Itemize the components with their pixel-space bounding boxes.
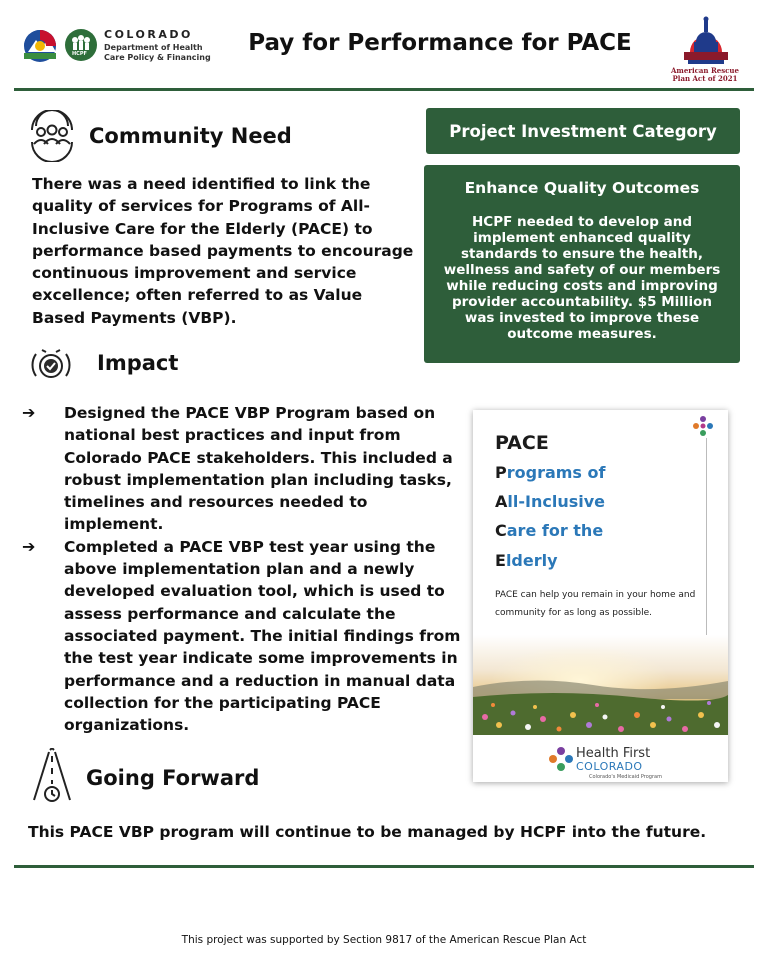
pace-brochure-image: [473, 410, 728, 782]
brochure-line: Elderly: [495, 551, 558, 570]
footer-note: This project was supported by Section 9817 of the American Rescue Plan Act: [181, 934, 587, 946]
brochure-brand-line-2: COLORADO: [576, 760, 643, 773]
brochure-brand-line-1: Health First: [576, 746, 651, 761]
target-check-icon: [28, 342, 74, 388]
org-department: Department of Health Care Policy & Financing: [104, 43, 211, 62]
brochure-line: All-Inclusive: [495, 492, 605, 511]
bullet-arrow-icon: ➔: [22, 403, 36, 422]
investment-category-banner: [426, 108, 740, 154]
brochure-title: PACE: [495, 432, 549, 454]
outcome-title: Enhance Quality Outcomes: [464, 179, 700, 197]
bullet-arrow-icon: ➔: [22, 536, 36, 556]
brochure-subtitle: PACE can help you remain in your home and community for as long as possible.: [495, 590, 696, 618]
footer-divider: [14, 865, 754, 868]
impact-bullet-list: [22, 402, 462, 736]
going-forward-text: This PACE VBP program will continue to be managed by HCPF into the future.: [28, 823, 707, 841]
page-title: Pay for Performance for PACE: [248, 30, 632, 56]
outcome-text: HCPF needed to develop and implement enhanced quality standards to ensure the health, wellness and safety of our members while reducing costs and improving provider accountability. $5 Million was invested to improve these outcome measures.: [443, 214, 721, 342]
outcome-panel: [424, 165, 740, 363]
impact-bullet-text: Designed the PACE VBP Program based on national best practices and input from Colorado PACE stakeholders. This included a robust implementation plan including tasks, timelines and resources needed to implement.: [64, 404, 453, 534]
brochure-line: Programs of: [495, 463, 606, 482]
investment-category-label: Project Investment Category: [449, 121, 717, 141]
header-divider: [14, 88, 754, 91]
community-group-icon: [26, 110, 78, 162]
health-first-flower-icon: [549, 746, 573, 774]
community-need-heading: Community Need: [89, 124, 292, 148]
hcpf-badge-text: HCPF: [72, 51, 87, 57]
arpa-logo-text: American Rescue Plan Act of 2021: [671, 66, 739, 83]
org-name: COLORADO: [104, 28, 193, 41]
community-need-text: There was a need identified to link the quality of services for Programs of All-Inclusive Care for the Elderly (PACE) to performance based payments to encourage continuous improvement and service excellence; often referred to as Value Based Payments (VBP).: [32, 175, 414, 327]
capitol-dome-icon: [668, 14, 744, 70]
brochure-line: Care for the: [495, 521, 604, 540]
brochure-brand-line-3: Colorado's Medicaid Program: [589, 774, 662, 780]
road-ahead-icon: [30, 748, 74, 804]
impact-bullet: [22, 402, 462, 536]
wildflower-meadow-photo: [473, 635, 728, 735]
flower-logo-icon: [691, 414, 715, 438]
impact-heading: Impact: [97, 351, 179, 375]
going-forward-heading: Going Forward: [86, 766, 260, 790]
impact-bullet-text: Completed a PACE VBP test year using the above implementation plan and a newly developed evaluation tool, which is used to assess performance and calculate the associated payment. The initial findings from the test year indicate some improvements in performance and a reduction in manual data collection for the participating PACE organizations.: [64, 537, 461, 735]
impact-bullet: [22, 536, 462, 737]
